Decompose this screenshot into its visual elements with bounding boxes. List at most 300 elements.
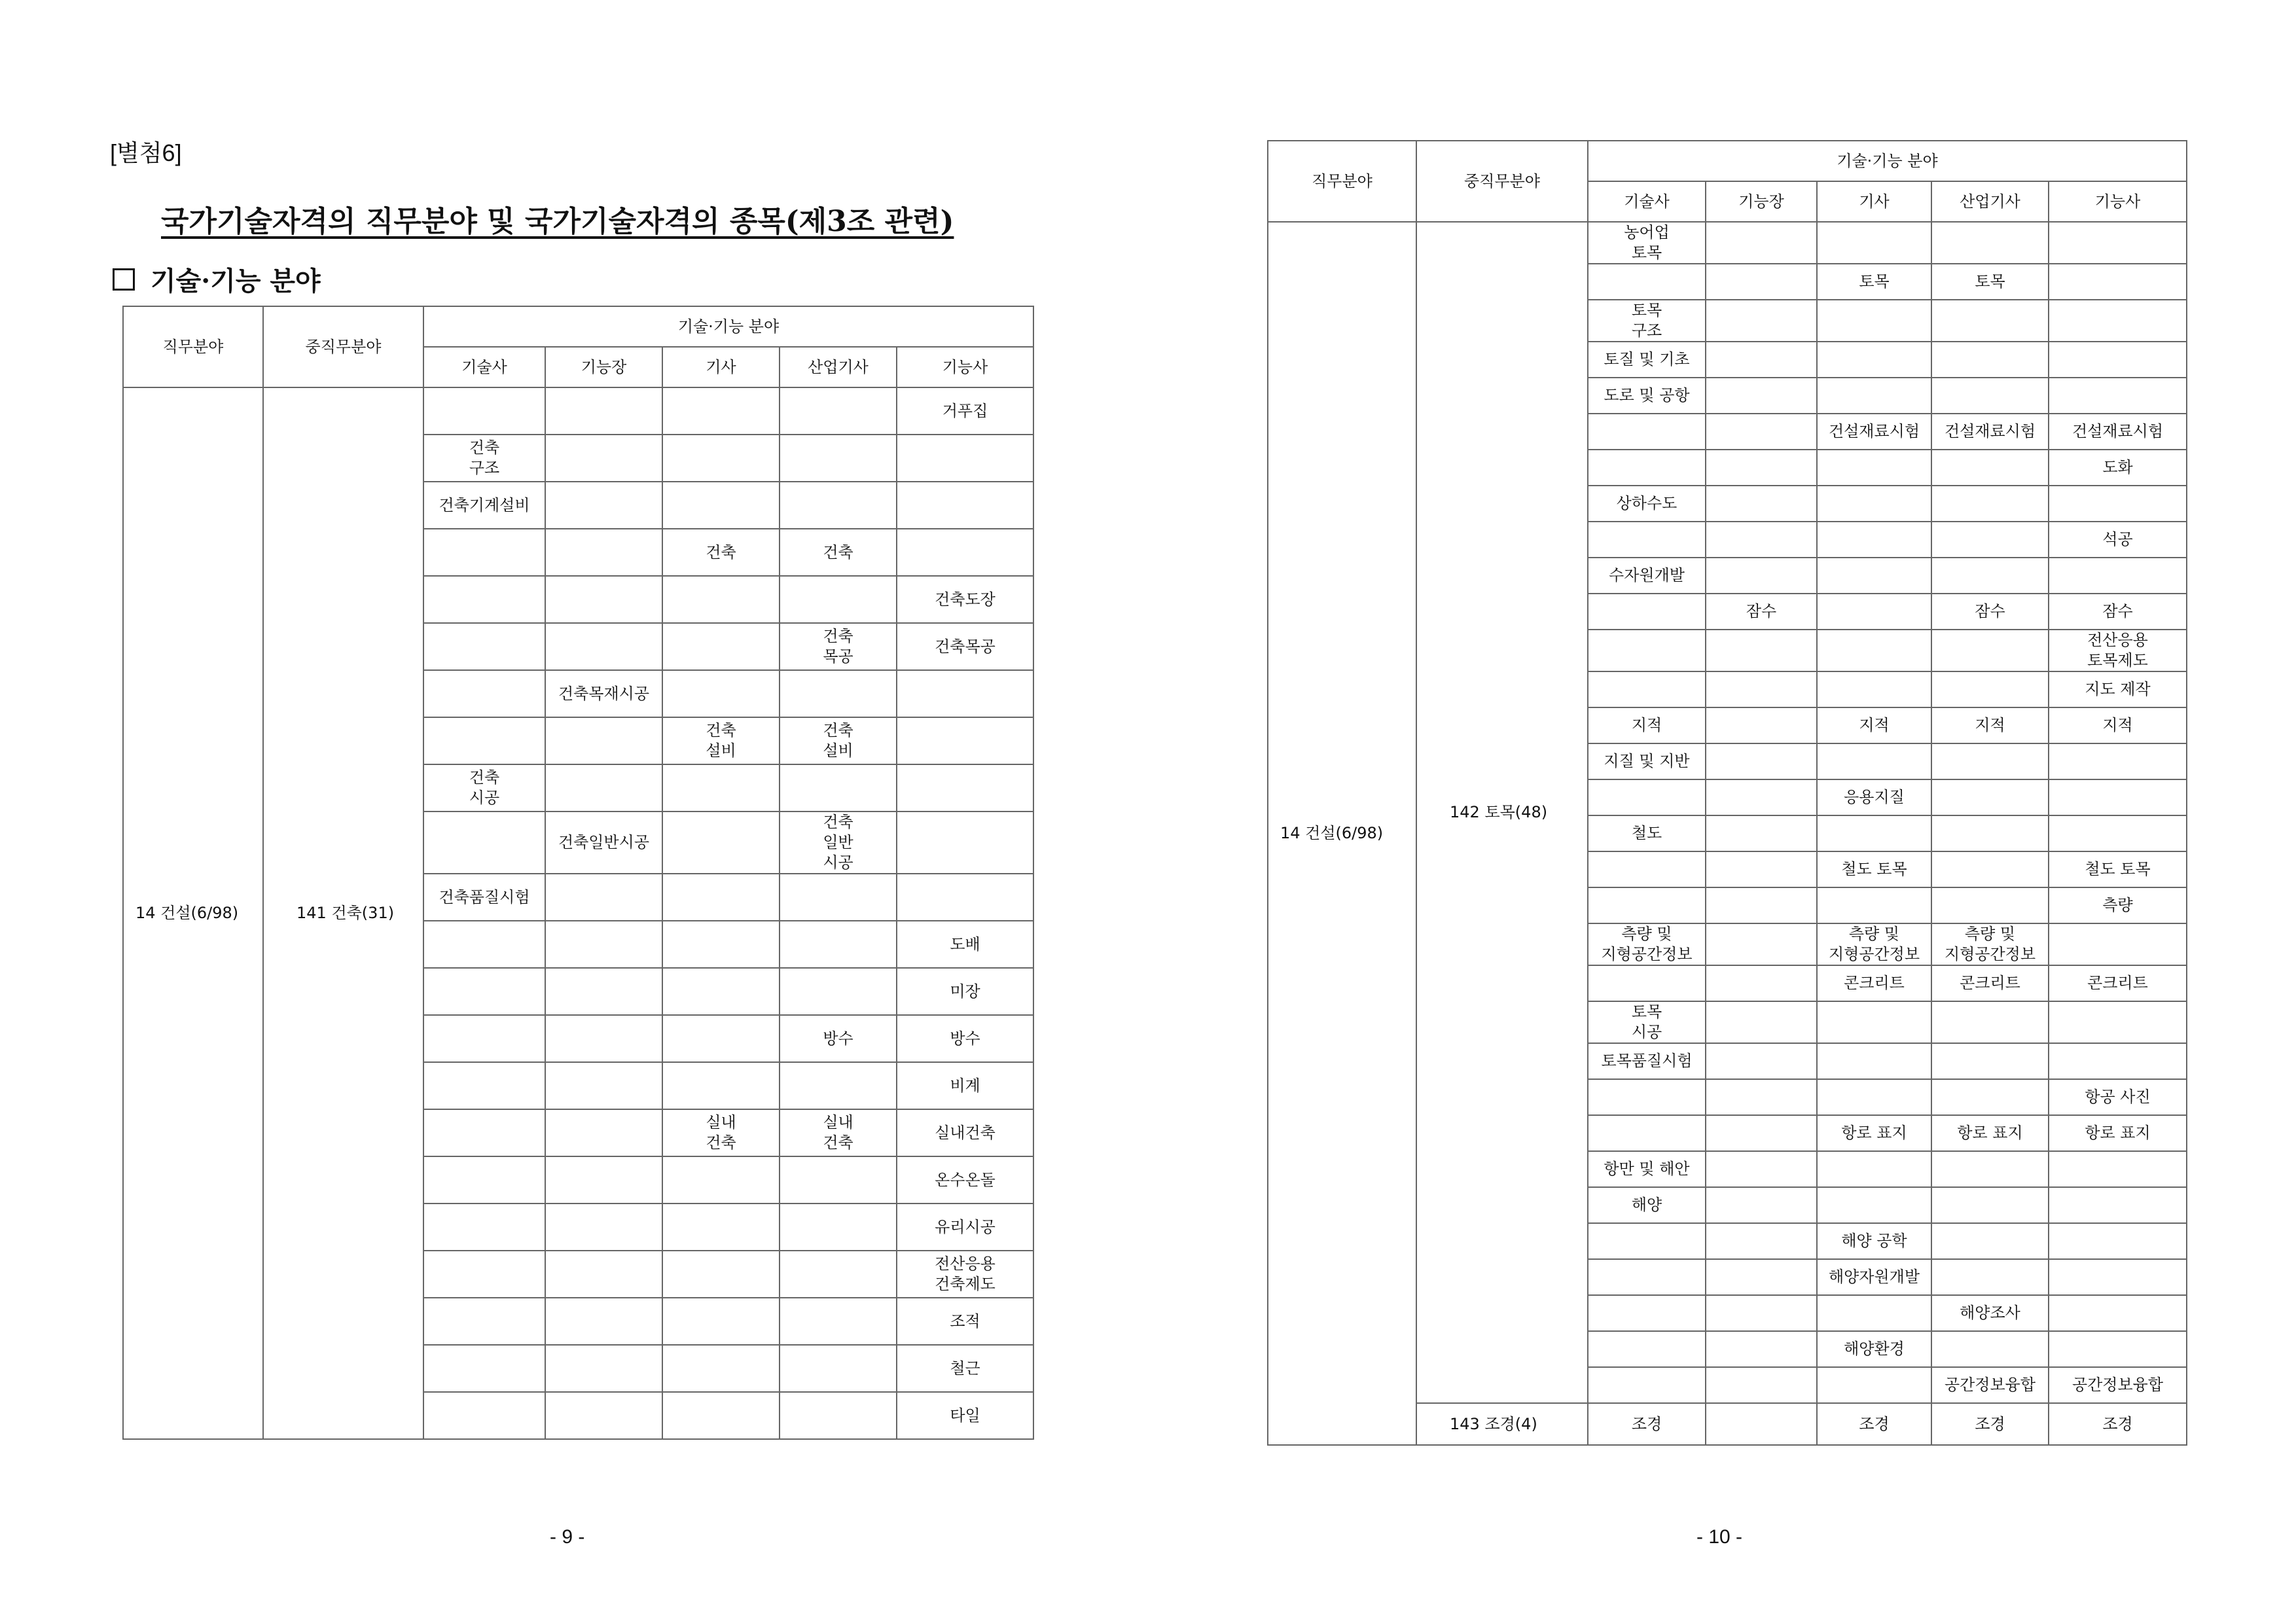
qualification-cell-engineer — [662, 812, 780, 874]
qualification-cell-engineer — [1817, 378, 1931, 414]
qualification-cell-master-craftsman — [1706, 1151, 1817, 1187]
qualification-cell-master-craftsman — [545, 717, 662, 764]
qualification-cell-engineer: 해양 공학 — [1817, 1223, 1931, 1259]
qualification-cell-engineer — [662, 576, 780, 623]
qualification-cell-craftsman: 건설재료시험 — [2049, 414, 2187, 450]
qualification-cell-industrial-engineer — [780, 1062, 897, 1109]
qualification-cell-engineer-pe — [1588, 1331, 1706, 1367]
qualification-cell-engineer-pe: 토목품질시험 — [1588, 1043, 1706, 1079]
qualification-cell-engineer-pe: 건축품질시험 — [423, 874, 545, 921]
qualification-cell-master-craftsman — [1706, 1223, 1817, 1259]
qualification-cell-craftsman: 방수 — [897, 1015, 1033, 1062]
qualification-cell-master-craftsman — [1706, 1259, 1817, 1295]
qualification-cell-engineer — [662, 1156, 780, 1204]
qualification-cell-craftsman — [2049, 1295, 2187, 1331]
qualification-cell-master-craftsman — [1706, 630, 1817, 671]
qualification-cell-craftsman: 측량 — [2049, 887, 2187, 923]
qualification-cell-engineer — [1817, 342, 1931, 378]
qualification-cell-industrial-engineer — [780, 1204, 897, 1251]
qualification-cell-engineer-pe: 조경 — [1588, 1403, 1706, 1445]
qualification-cell-engineer-pe — [423, 921, 545, 968]
qualification-cell-craftsman: 타일 — [897, 1392, 1033, 1439]
qualification-cell-industrial-engineer: 잠수 — [1931, 594, 2049, 630]
qualification-cell-industrial-engineer — [1931, 851, 2049, 887]
qualification-cell-engineer-pe — [423, 1204, 545, 1251]
qualification-cell-industrial-engineer — [1931, 671, 2049, 707]
qualification-cell-engineer: 철도 토목 — [1817, 851, 1931, 887]
qualification-cell-master-craftsman — [545, 1109, 662, 1156]
qualification-cell-industrial-engineer — [1931, 1259, 2049, 1295]
qualification-cell-engineer-pe: 항만 및 해안 — [1588, 1151, 1706, 1187]
qualification-cell-craftsman — [897, 764, 1033, 812]
qualification-cell-engineer: 건축 — [662, 529, 780, 576]
qualification-cell-craftsman — [2049, 1001, 2187, 1043]
page-number-left: - 9 - — [550, 1526, 585, 1548]
qualification-cell-engineer-pe — [423, 1109, 545, 1156]
qualification-cell-craftsman — [897, 435, 1033, 482]
qualification-cell-master-craftsman — [1706, 779, 1817, 815]
header-field: 직무분야 — [1268, 141, 1416, 222]
qualification-cell-industrial-engineer — [780, 1345, 897, 1392]
qualification-cell-master-craftsman: 건축일반시공 — [545, 812, 662, 874]
qualification-cell-engineer — [662, 764, 780, 812]
qualification-cell-industrial-engineer — [780, 968, 897, 1015]
qualification-cell-industrial-engineer — [780, 670, 897, 717]
qualification-cell-master-craftsman — [545, 482, 662, 529]
qualification-cell-industrial-engineer — [1931, 1151, 2049, 1187]
qualification-cell-master-craftsman — [1706, 378, 1817, 414]
qualification-cell-industrial-engineer: 건축 목공 — [780, 623, 897, 670]
qualification-cell-industrial-engineer — [780, 921, 897, 968]
qualification-cell-engineer: 응용지질 — [1817, 779, 1931, 815]
qualification-cell-master-craftsman — [545, 1298, 662, 1345]
qualification-cell-industrial-engineer — [1931, 342, 2049, 378]
qualification-cell-industrial-engineer — [1931, 1001, 2049, 1043]
qualification-cell-master-craftsman — [1706, 1331, 1817, 1367]
qualification-cell-industrial-engineer: 공간정보융합 — [1931, 1367, 2049, 1403]
qualification-cell-industrial-engineer — [1931, 1043, 2049, 1079]
qualification-cell-engineer-pe — [423, 1298, 545, 1345]
qualification-cell-master-craftsman — [1706, 815, 1817, 851]
qualification-cell-engineer-pe — [423, 1392, 545, 1439]
qualification-cell-engineer-pe — [423, 968, 545, 1015]
qualification-cell-engineer — [1817, 743, 1931, 779]
qualification-cell-engineer-pe — [423, 1156, 545, 1204]
header-subfield: 중직무분야 — [1416, 141, 1588, 222]
qualification-cell-master-craftsman: 건축목재시공 — [545, 670, 662, 717]
qualification-table-left — [122, 306, 1034, 1440]
section-heading-label: 기술·기능 분야 — [151, 266, 321, 296]
qualification-cell-craftsman: 조적 — [897, 1298, 1033, 1345]
qualification-cell-craftsman: 지적 — [2049, 707, 2187, 743]
qualification-cell-industrial-engineer: 지적 — [1931, 707, 2049, 743]
qualification-cell-industrial-engineer — [780, 1298, 897, 1345]
qualification-cell-craftsman — [2049, 815, 2187, 851]
qualification-cell-engineer — [1817, 1187, 1931, 1223]
qualification-cell-industrial-engineer: 방수 — [780, 1015, 897, 1062]
table-row — [1268, 222, 2187, 264]
qualification-cell-master-craftsman — [545, 874, 662, 921]
qualification-cell-industrial-engineer — [1931, 779, 2049, 815]
qualification-cell-industrial-engineer — [1931, 522, 2049, 558]
qualification-cell-craftsman: 미장 — [897, 968, 1033, 1015]
qualification-cell-craftsman: 도배 — [897, 921, 1033, 968]
qualification-cell-engineer — [1817, 450, 1931, 486]
qualification-cell-engineer — [662, 1251, 780, 1298]
qualification-cell-master-craftsman — [545, 1345, 662, 1392]
qualification-cell-craftsman: 석공 — [2049, 522, 2187, 558]
qualification-cell-industrial-engineer — [1931, 450, 2049, 486]
qualification-cell-craftsman — [2049, 1043, 2187, 1079]
qualification-cell-master-craftsman — [1706, 1367, 1817, 1403]
qualification-cell-engineer-pe — [1588, 1079, 1706, 1115]
qualification-cell-engineer-pe: 건축 구조 — [423, 435, 545, 482]
qualification-cell-industrial-engineer — [780, 1392, 897, 1439]
qualification-cell-craftsman: 지도 제작 — [2049, 671, 2187, 707]
qualification-cell-engineer: 건설재료시험 — [1817, 414, 1931, 450]
qualification-cell-craftsman: 전산응용 건축제도 — [897, 1251, 1033, 1298]
sub-field-cell: 143 조경(4) — [1416, 1403, 1588, 1445]
qualification-cell-industrial-engineer: 실내 건축 — [780, 1109, 897, 1156]
qualification-cell-engineer — [1817, 1043, 1931, 1079]
qualification-cell-master-craftsman — [545, 387, 662, 435]
qualification-cell-engineer — [1817, 630, 1931, 671]
job-field-cell: 14 건설(6/98) — [1268, 222, 1416, 1445]
qualification-cell-craftsman — [2049, 1151, 2187, 1187]
page-number-right: - 10 - — [1696, 1526, 1743, 1548]
header-col-engineer: 기사 — [662, 347, 780, 387]
qualification-cell-industrial-engineer — [1931, 1079, 2049, 1115]
qualification-cell-engineer-pe — [423, 1345, 545, 1392]
qualification-cell-craftsman — [897, 529, 1033, 576]
qualification-cell-engineer — [1817, 222, 1931, 264]
qualification-cell-engineer — [662, 1392, 780, 1439]
qualification-cell-engineer — [662, 482, 780, 529]
document-title: 국가기술자격의 직무분야 및 국가기술자격의 종목(제3조 관련) — [161, 205, 954, 238]
qualification-cell-engineer: 항로 표지 — [1817, 1115, 1931, 1151]
qualification-cell-craftsman — [2049, 1331, 2187, 1367]
qualification-cell-master-craftsman — [1706, 887, 1817, 923]
qualification-cell-engineer: 조경 — [1817, 1403, 1931, 1445]
qualification-cell-engineer-pe — [423, 670, 545, 717]
qualification-cell-engineer-pe — [1588, 264, 1706, 300]
qualification-cell-master-craftsman — [1706, 342, 1817, 378]
qualification-cell-craftsman — [2049, 378, 2187, 414]
qualification-cell-industrial-engineer — [1931, 1223, 2049, 1259]
qualification-cell-engineer-pe — [423, 387, 545, 435]
qualification-cell-engineer — [1817, 594, 1931, 630]
qualification-cell-master-craftsman — [1706, 486, 1817, 522]
qualification-cell-craftsman — [897, 874, 1033, 921]
qualification-cell-engineer-pe — [1588, 965, 1706, 1001]
qualification-cell-master-craftsman — [545, 623, 662, 670]
qualification-cell-engineer — [662, 1345, 780, 1392]
qualification-cell-master-craftsman — [1706, 1115, 1817, 1151]
qualification-cell-engineer-pe — [1588, 1223, 1706, 1259]
qualification-cell-engineer-pe: 토목 구조 — [1588, 300, 1706, 342]
qualification-cell-craftsman — [2049, 923, 2187, 965]
qualification-cell-master-craftsman — [1706, 522, 1817, 558]
qualification-cell-master-craftsman — [1706, 923, 1817, 965]
qualification-cell-engineer-pe — [1588, 779, 1706, 815]
qualification-cell-master-craftsman — [1706, 264, 1817, 300]
qualification-cell-engineer — [1817, 1079, 1931, 1115]
qualification-cell-engineer — [662, 1298, 780, 1345]
qualification-cell-engineer-pe — [423, 529, 545, 576]
header-col-craftsman: 기능사 — [2049, 181, 2187, 222]
qualification-cell-craftsman — [897, 670, 1033, 717]
qualification-cell-engineer: 측량 및 지형공간정보 — [1817, 923, 1931, 965]
qualification-cell-industrial-engineer: 건설재료시험 — [1931, 414, 2049, 450]
job-field-cell: 14 건설(6/98) — [123, 387, 263, 1439]
qualification-cell-engineer: 지적 — [1817, 707, 1931, 743]
qualification-cell-craftsman: 건축목공 — [897, 623, 1033, 670]
qualification-cell-craftsman — [2049, 342, 2187, 378]
qualification-cell-industrial-engineer — [780, 874, 897, 921]
qualification-table-right — [1267, 140, 2187, 1446]
qualification-cell-engineer — [1817, 1151, 1931, 1187]
qualification-cell-engineer — [1817, 815, 1931, 851]
qualification-cell-craftsman: 철도 토목 — [2049, 851, 2187, 887]
qualification-cell-engineer-pe — [1588, 1367, 1706, 1403]
qualification-cell-master-craftsman — [1706, 1079, 1817, 1115]
qualification-cell-craftsman — [2049, 222, 2187, 264]
qualification-cell-engineer-pe — [1588, 594, 1706, 630]
qualification-cell-master-craftsman — [545, 435, 662, 482]
qualification-cell-craftsman — [2049, 1223, 2187, 1259]
qualification-cell-engineer-pe — [1588, 630, 1706, 671]
header-col-engineer: 기사 — [1817, 181, 1931, 222]
qualification-cell-craftsman — [2049, 743, 2187, 779]
qualification-cell-master-craftsman — [545, 1251, 662, 1298]
qualification-cell-engineer-pe — [423, 717, 545, 764]
qualification-cell-engineer-pe — [1588, 887, 1706, 923]
qualification-cell-industrial-engineer — [1931, 743, 2049, 779]
sub-field-cell: 142 토목(48) — [1416, 222, 1588, 1403]
qualification-cell-engineer — [662, 670, 780, 717]
qualification-cell-industrial-engineer — [780, 764, 897, 812]
header-col-industrial-engineer: 산업기사 — [780, 347, 897, 387]
qualification-cell-engineer — [1817, 671, 1931, 707]
qualification-cell-industrial-engineer — [1931, 815, 2049, 851]
qualification-cell-engineer — [662, 623, 780, 670]
qualification-cell-engineer-pe — [423, 1251, 545, 1298]
qualification-cell-industrial-engineer — [1931, 887, 2049, 923]
qualification-cell-industrial-engineer — [1931, 1187, 2049, 1223]
qualification-cell-industrial-engineer — [1931, 630, 2049, 671]
qualification-cell-craftsman — [2049, 1187, 2187, 1223]
qualification-cell-engineer-pe — [423, 1015, 545, 1062]
qualification-cell-engineer-pe: 철도 — [1588, 815, 1706, 851]
qualification-cell-master-craftsman — [545, 576, 662, 623]
qualification-cell-engineer-pe: 토목 시공 — [1588, 1001, 1706, 1043]
qualification-cell-industrial-engineer — [780, 576, 897, 623]
qualification-cell-master-craftsman — [1706, 414, 1817, 450]
qualification-cell-craftsman: 콘크리트 — [2049, 965, 2187, 1001]
qualification-cell-master-craftsman — [545, 1204, 662, 1251]
qualification-cell-industrial-engineer: 항로 표지 — [1931, 1115, 2049, 1151]
qualification-cell-engineer-pe: 건축 시공 — [423, 764, 545, 812]
header-col-engineer-pe: 기술사 — [1588, 181, 1706, 222]
qualification-cell-engineer — [662, 1015, 780, 1062]
qualification-cell-industrial-engineer: 해양조사 — [1931, 1295, 2049, 1331]
qualification-cell-industrial-engineer — [1931, 1331, 2049, 1367]
qualification-cell-engineer-pe — [1588, 1115, 1706, 1151]
qualification-cell-engineer-pe — [423, 623, 545, 670]
qualification-cell-engineer-pe — [1588, 1295, 1706, 1331]
qualification-cell-master-craftsman — [1706, 965, 1817, 1001]
qualification-cell-craftsman: 항로 표지 — [2049, 1115, 2187, 1151]
qualification-cell-craftsman — [897, 717, 1033, 764]
qualification-cell-industrial-engineer — [1931, 378, 2049, 414]
qualification-cell-industrial-engineer — [1931, 486, 2049, 522]
qualification-cell-craftsman: 도화 — [2049, 450, 2187, 486]
qualification-cell-master-craftsman — [1706, 1295, 1817, 1331]
qualification-cell-industrial-engineer — [780, 482, 897, 529]
header-subfield: 중직무분야 — [263, 306, 423, 387]
qualification-cell-master-craftsman: 잠수 — [1706, 594, 1817, 630]
qualification-cell-industrial-engineer: 콘크리트 — [1931, 965, 2049, 1001]
qualification-cell-craftsman: 비계 — [897, 1062, 1033, 1109]
qualification-cell-engineer-pe — [1588, 671, 1706, 707]
qualification-cell-master-craftsman — [1706, 222, 1817, 264]
qualification-cell-craftsman: 건축도장 — [897, 576, 1033, 623]
qualification-cell-craftsman — [2049, 264, 2187, 300]
qualification-cell-engineer-pe: 건축기계설비 — [423, 482, 545, 529]
qualification-cell-engineer: 콘크리트 — [1817, 965, 1931, 1001]
qualification-cell-industrial-engineer — [780, 435, 897, 482]
qualification-cell-engineer — [1817, 522, 1931, 558]
qualification-cell-master-craftsman — [1706, 851, 1817, 887]
qualification-cell-master-craftsman — [1706, 1001, 1817, 1043]
qualification-cell-industrial-engineer — [1931, 558, 2049, 594]
qualification-cell-master-craftsman — [1706, 558, 1817, 594]
sub-field-cell: 141 건축(31) — [263, 387, 423, 1439]
qualification-cell-master-craftsman — [545, 921, 662, 968]
qualification-cell-engineer-pe — [1588, 414, 1706, 450]
header-field: 직무분야 — [123, 306, 263, 387]
qualification-cell-engineer — [662, 968, 780, 1015]
qualification-cell-industrial-engineer — [780, 1156, 897, 1204]
qualification-cell-engineer-pe — [423, 1062, 545, 1109]
qualification-cell-engineer-pe: 상하수도 — [1588, 486, 1706, 522]
table-row — [123, 387, 1033, 435]
attachment-label: [별첨6] — [110, 139, 182, 166]
qualification-cell-engineer-pe: 해양 — [1588, 1187, 1706, 1223]
qualification-cell-engineer-pe: 도로 및 공항 — [1588, 378, 1706, 414]
header-col-industrial-engineer: 산업기사 — [1931, 181, 2049, 222]
qualification-cell-master-craftsman — [1706, 300, 1817, 342]
qualification-cell-craftsman: 공간정보융합 — [2049, 1367, 2187, 1403]
qualification-cell-engineer — [662, 1062, 780, 1109]
qualification-cell-craftsman — [897, 812, 1033, 874]
header-col-master-craftsman: 기능장 — [545, 347, 662, 387]
header-group: 기술·기능 분야 — [1588, 141, 2187, 181]
qualification-cell-craftsman — [2049, 779, 2187, 815]
qualification-cell-craftsman: 조경 — [2049, 1403, 2187, 1445]
qualification-cell-craftsman — [897, 482, 1033, 529]
qualification-cell-master-craftsman — [1706, 707, 1817, 743]
qualification-cell-engineer — [1817, 1367, 1931, 1403]
qualification-cell-industrial-engineer: 측량 및 지형공간정보 — [1931, 923, 2049, 965]
qualification-cell-engineer — [1817, 300, 1931, 342]
qualification-cell-engineer-pe: 수자원개발 — [1588, 558, 1706, 594]
qualification-cell-master-craftsman — [1706, 450, 1817, 486]
qualification-cell-engineer-pe — [1588, 522, 1706, 558]
qualification-cell-engineer — [662, 874, 780, 921]
header-group: 기술·기능 분야 — [423, 306, 1033, 347]
qualification-cell-craftsman: 거푸집 — [897, 387, 1033, 435]
header-col-master-craftsman: 기능장 — [1706, 181, 1817, 222]
qualification-cell-industrial-engineer: 건축 일반 시공 — [780, 812, 897, 874]
qualification-cell-master-craftsman — [545, 1015, 662, 1062]
qualification-cell-master-craftsman — [545, 764, 662, 812]
qualification-cell-engineer: 해양자원개발 — [1817, 1259, 1931, 1295]
qualification-cell-engineer — [662, 435, 780, 482]
section-heading — [113, 260, 321, 298]
qualification-cell-master-craftsman — [545, 1156, 662, 1204]
qualification-cell-craftsman: 잠수 — [2049, 594, 2187, 630]
qualification-cell-engineer-pe — [423, 812, 545, 874]
checkbox-icon — [113, 268, 135, 291]
qualification-cell-engineer — [1817, 1295, 1931, 1331]
qualification-cell-industrial-engineer — [780, 387, 897, 435]
header-col-engineer-pe: 기술사 — [423, 347, 545, 387]
qualification-cell-engineer: 해양환경 — [1817, 1331, 1931, 1367]
qualification-cell-engineer-pe: 지적 — [1588, 707, 1706, 743]
qualification-cell-master-craftsman — [1706, 1187, 1817, 1223]
qualification-cell-master-craftsman — [545, 529, 662, 576]
qualification-cell-industrial-engineer: 건축 — [780, 529, 897, 576]
qualification-cell-industrial-engineer: 조경 — [1931, 1403, 2049, 1445]
header-col-craftsman: 기능사 — [897, 347, 1033, 387]
qualification-cell-craftsman — [2049, 1259, 2187, 1295]
qualification-cell-engineer-pe: 측량 및 지형공간정보 — [1588, 923, 1706, 965]
qualification-cell-master-craftsman — [1706, 1043, 1817, 1079]
qualification-cell-engineer — [662, 921, 780, 968]
qualification-cell-engineer: 실내 건축 — [662, 1109, 780, 1156]
qualification-cell-engineer — [662, 1204, 780, 1251]
qualification-cell-engineer — [1817, 558, 1931, 594]
qualification-cell-industrial-engineer: 건축 설비 — [780, 717, 897, 764]
qualification-cell-craftsman — [2049, 300, 2187, 342]
qualification-cell-engineer-pe: 토질 및 기초 — [1588, 342, 1706, 378]
qualification-cell-engineer — [662, 387, 780, 435]
qualification-cell-engineer — [1817, 1001, 1931, 1043]
qualification-cell-engineer-pe — [423, 576, 545, 623]
qualification-cell-industrial-engineer — [1931, 300, 2049, 342]
qualification-cell-master-craftsman — [545, 968, 662, 1015]
qualification-cell-master-craftsman — [1706, 671, 1817, 707]
qualification-cell-engineer — [1817, 887, 1931, 923]
qualification-cell-master-craftsman — [1706, 743, 1817, 779]
qualification-cell-industrial-engineer — [780, 1251, 897, 1298]
qualification-cell-engineer-pe — [1588, 1259, 1706, 1295]
qualification-cell-craftsman — [2049, 486, 2187, 522]
qualification-cell-craftsman: 항공 사진 — [2049, 1079, 2187, 1115]
qualification-cell-master-craftsman — [545, 1392, 662, 1439]
qualification-cell-engineer-pe: 지질 및 지반 — [1588, 743, 1706, 779]
qualification-cell-engineer-pe — [1588, 851, 1706, 887]
qualification-cell-engineer-pe — [1588, 450, 1706, 486]
qualification-cell-craftsman: 실내건축 — [897, 1109, 1033, 1156]
qualification-cell-craftsman: 전산응용 토목제도 — [2049, 630, 2187, 671]
qualification-cell-industrial-engineer — [1931, 222, 2049, 264]
qualification-cell-engineer: 건축 설비 — [662, 717, 780, 764]
qualification-cell-craftsman: 온수온돌 — [897, 1156, 1033, 1204]
qualification-cell-engineer: 토목 — [1817, 264, 1931, 300]
qualification-cell-craftsman: 유리시공 — [897, 1204, 1033, 1251]
